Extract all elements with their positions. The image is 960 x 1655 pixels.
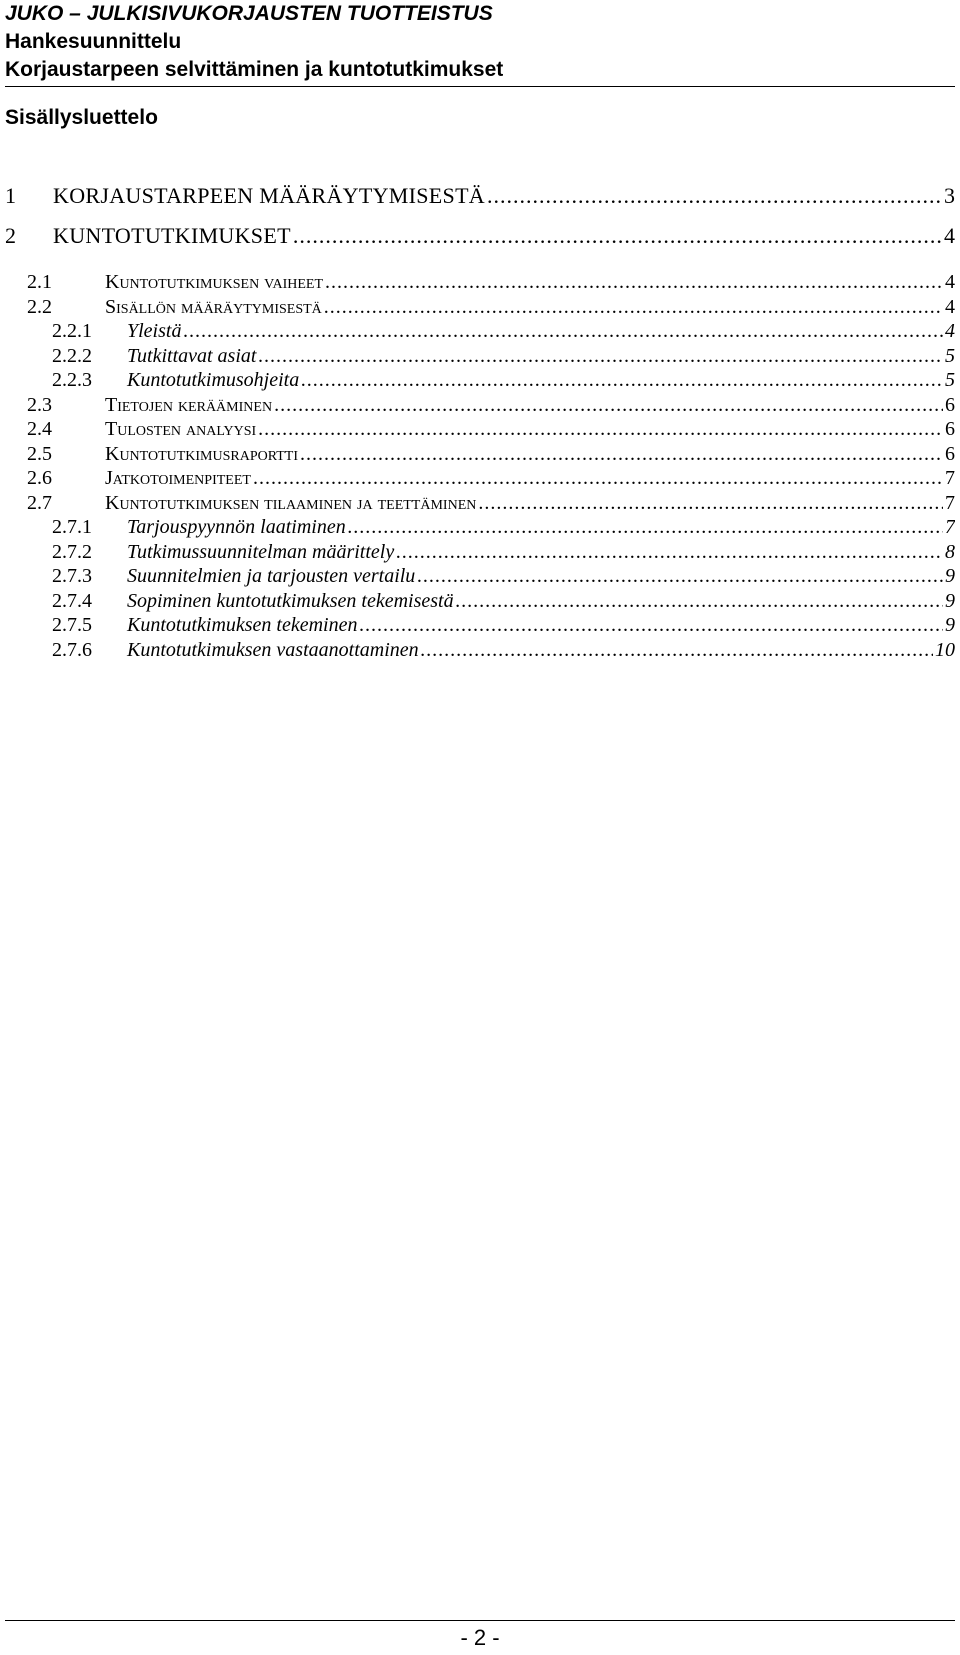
toc-entry-number: 2.1 <box>27 271 52 293</box>
toc-entry-number: 2.2.2 <box>52 344 92 367</box>
toc-entry[interactable] <box>5 491 955 516</box>
toc-entry[interactable] <box>5 417 955 442</box>
toc-entry-page: 5 <box>945 369 955 391</box>
toc-entry[interactable] <box>5 466 955 491</box>
toc-entry-page: 9 <box>945 614 955 636</box>
toc-entry-title: Tulosten analyysi <box>105 418 257 440</box>
toc-entry-page: 6 <box>945 418 955 440</box>
toc-entry[interactable] <box>5 613 955 638</box>
toc-entry-number: 2.3 <box>27 393 52 416</box>
toc-heading: Sisällysluettelo <box>5 106 158 129</box>
toc-entry-page: 4 <box>944 223 955 248</box>
toc-entry[interactable] <box>5 638 955 663</box>
dot-leader <box>293 216 942 256</box>
toc-entry-number: 2.7.4 <box>52 589 92 612</box>
toc-entry[interactable] <box>5 540 955 565</box>
toc-entry-number: 2.2.3 <box>52 369 92 391</box>
dot-leader <box>421 638 933 663</box>
toc-entry[interactable] <box>5 344 955 369</box>
toc-entry-title: KUNTOTUTKIMUKSET <box>53 223 291 248</box>
toc-entry[interactable] <box>5 295 955 320</box>
header-project-title: JUKO – JULKISIVUKORJAUSTEN TUOTTEISTUS <box>5 2 493 25</box>
table-of-contents <box>5 176 955 662</box>
toc-entry-page: 3 <box>944 183 955 208</box>
toc-entry-number: 2.6 <box>27 467 52 489</box>
dot-leader <box>348 515 943 540</box>
toc-entry-page: 4 <box>945 295 955 318</box>
toc-entry-title: Kuntotutkimuksen vaiheet <box>105 271 324 293</box>
toc-entry-title: Tutkimussuunnitelman määrittely <box>127 540 395 563</box>
toc-entry[interactable] <box>5 564 955 589</box>
toc-entry[interactable] <box>5 589 955 614</box>
toc-entry-number: 2 <box>5 223 16 248</box>
toc-entry-page: 9 <box>945 565 955 587</box>
toc-entry-number: 2.7.1 <box>52 516 92 538</box>
toc-entry-title: Tutkittavat asiat <box>127 344 257 367</box>
toc-entry-title: Jatkotoimenpiteet <box>105 467 251 489</box>
dot-leader <box>274 393 943 418</box>
toc-entry-title: Kuntotutkimuksen tekeminen <box>127 614 358 636</box>
toc-entry-title: Kuntotutkimuksen vastaanottaminen <box>127 638 419 661</box>
toc-entry-number: 2.7.6 <box>52 638 92 661</box>
toc-entry-page: 6 <box>945 393 955 416</box>
toc-entry-number: 2.7 <box>27 491 52 514</box>
dot-leader <box>258 417 943 442</box>
toc-entry[interactable] <box>5 176 955 216</box>
toc-entry-title: Kuntotutkimuksen tilaaminen ja teettäminen <box>105 491 477 514</box>
dot-leader <box>253 466 943 491</box>
dot-leader <box>360 613 944 638</box>
toc-entry[interactable] <box>5 270 955 295</box>
toc-entry-page: 10 <box>935 638 955 661</box>
dot-leader <box>300 442 943 467</box>
footer-divider <box>5 1620 955 1621</box>
toc-entry-title: Kuntotutkimusraportti <box>105 442 299 465</box>
toc-entry-page: 7 <box>945 467 955 489</box>
dot-leader <box>417 564 943 589</box>
toc-entry-title: Kuntotutkimusohjeita <box>127 369 300 391</box>
dot-leader <box>478 491 943 516</box>
toc-entry-page: 7 <box>945 516 955 538</box>
document-header <box>5 0 955 87</box>
header-document-title: Korjaustarpeen selvittäminen ja kuntotutkimukset <box>5 58 504 81</box>
toc-entry-page: 4 <box>945 271 955 293</box>
toc-entry[interactable] <box>5 368 955 393</box>
dot-leader <box>183 319 943 344</box>
toc-entry-title: KORJAUSTARPEEN MÄÄRÄYTYMISESTÄ <box>53 183 485 208</box>
dot-leader <box>456 589 943 614</box>
toc-entry[interactable] <box>5 393 955 418</box>
toc-entry-page: 9 <box>945 589 955 612</box>
dot-leader <box>487 176 942 216</box>
toc-entry-title: Tietojen kerääminen <box>105 393 273 416</box>
toc-entry[interactable] <box>5 216 955 256</box>
toc-entry[interactable] <box>5 515 955 540</box>
toc-entry-title: Suunnitelmien ja tarjousten vertailu <box>127 565 416 587</box>
toc-entry-number: 2.7.3 <box>52 565 92 587</box>
dot-leader <box>325 270 943 295</box>
toc-entry-number: 1 <box>5 183 16 208</box>
toc-entry-number: 2.7.5 <box>52 614 92 636</box>
dot-leader <box>396 540 943 565</box>
toc-entry-number: 2.4 <box>27 418 52 440</box>
page-number: - 2 - <box>460 1625 500 1650</box>
toc-entry-title: Sopiminen kuntotutkimuksen tekemisestä <box>127 589 454 612</box>
toc-entry-page: 6 <box>945 442 955 465</box>
dot-leader <box>301 368 943 393</box>
header-phase: Hankesuunnittelu <box>5 30 182 53</box>
toc-entry-number: 2.2 <box>27 295 52 318</box>
toc-entry-title: Tarjouspyynnön laatiminen <box>127 516 346 538</box>
toc-entry[interactable] <box>5 442 955 467</box>
toc-entry-page: 8 <box>945 540 955 563</box>
dot-leader <box>258 344 943 369</box>
dot-leader <box>324 295 943 320</box>
toc-entry-page: 7 <box>945 491 955 514</box>
toc-entry-title: Yleistä <box>127 320 182 342</box>
toc-entry-page: 4 <box>945 320 955 342</box>
toc-entry-number: 2.2.1 <box>52 320 92 342</box>
toc-entry-page: 5 <box>945 344 955 367</box>
toc-entry-number: 2.7.2 <box>52 540 92 563</box>
toc-entry-title: Sisällön määräytymisestä <box>105 295 322 318</box>
toc-entry-number: 2.5 <box>27 442 52 465</box>
toc-entry[interactable] <box>5 319 955 344</box>
